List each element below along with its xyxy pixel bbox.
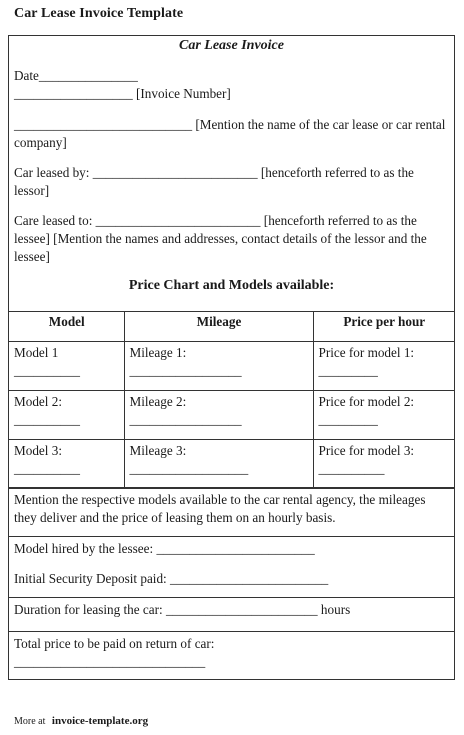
total-price-line: Total price to be paid on return of car: [14,636,215,651]
total-price-box [9,631,454,679]
price-cell: Price for model 2: _________ [313,391,454,440]
mileage-cell: Mileage 3: __________________ [124,440,313,489]
table-header-row [9,312,454,342]
price-chart-heading: Price Chart and Models available: [128,278,335,293]
footer-prefix: More at [14,716,46,727]
footer-site-link[interactable]: invoice-template.org [51,715,149,727]
table-row [9,440,454,489]
invoice-document [8,35,455,680]
models-note: Mention the respective models available to the car rental agency, the mileages they deliver and the price of leasing them on an hourly basis. [14,492,426,525]
total-price-blank: _____________________________ [14,654,206,669]
security-deposit-line: Initial Security Deposit paid: ________________________ [14,571,329,586]
price-cell: Price for model 3: __________ [313,440,454,489]
mileage-cell: Mileage 2: _________________ [124,391,313,440]
column-header-price: Price per hour [313,312,454,342]
lessee-line: Care leased to: _________________________ [henceforth referred to as the lessee] [Mention the names and addresses, contact details of the lessor and the lessee] [14,213,427,264]
column-header-mileage: Mileage [124,312,313,342]
hire-details-box [9,536,454,597]
model-cell: Model 3: __________ [9,440,124,489]
invoice-title: Car Lease Invoice [179,38,284,53]
page-title: Car Lease Invoice Template [14,6,184,21]
invoice-number-line: __________________ [Invoice Number] [14,86,231,101]
duration-line: Duration for leasing the car: _______________________ hours [14,602,351,617]
price-chart-table [9,311,454,489]
mileage-cell: Mileage 1: _________________ [124,342,313,391]
model-cell: Model 2: __________ [9,391,124,440]
column-header-model: Model [9,312,124,342]
company-line: ___________________________ [Mention the name of the car lease or car rental company] [14,117,446,150]
footer [14,715,148,727]
model-hired-line: Model hired by the lessee: ________________________ [14,541,315,556]
table-row [9,391,454,440]
duration-box [9,597,454,631]
model-cell: Model 1 __________ [9,342,124,391]
table-row [9,342,454,391]
date-line: Date_______________ [14,68,138,83]
price-cell: Price for model 1: _________ [313,342,454,391]
models-note-box [9,487,454,536]
lessor-line: Car leased by: _________________________ [henceforth referred to as the lessor] [14,165,414,198]
